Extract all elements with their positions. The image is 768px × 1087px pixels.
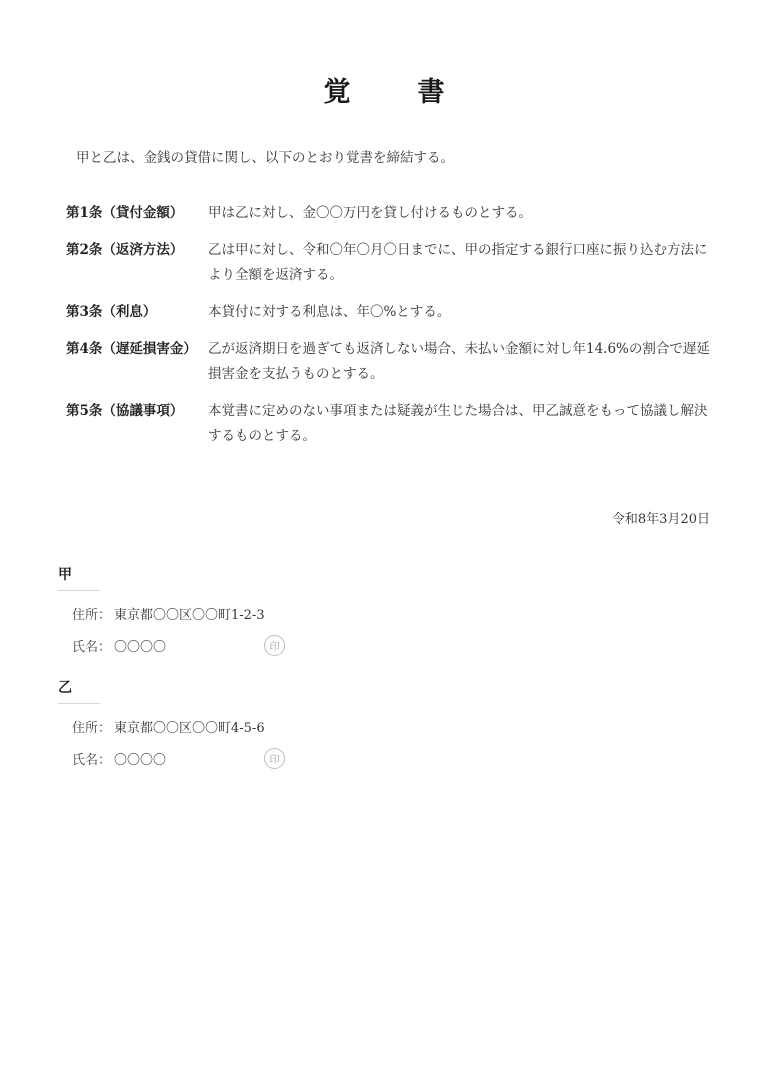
article-text: 本貸付に対する利息は、年〇%とする。 xyxy=(208,304,451,320)
article-heading: 第3条（利息） xyxy=(66,304,157,320)
article-heading: 第5条（協議事項） xyxy=(66,403,184,419)
name-key: 氏名： xyxy=(72,752,112,768)
address-value: 東京都〇〇区〇〇町1-2-3 xyxy=(114,607,265,623)
seal-stamp-icon: 印 xyxy=(264,635,285,656)
name-row xyxy=(72,742,358,774)
name-key: 氏名： xyxy=(72,639,112,655)
article-text: 乙は甲に対し、令和〇年〇月〇日までに、甲の指定する銀行口座に振り込む方法により全額を返済する。 xyxy=(208,242,708,283)
article-heading: 第4条（遅延損害金） xyxy=(66,341,197,357)
address-value: 東京都〇〇区〇〇町4-5-6 xyxy=(114,720,265,736)
article-list xyxy=(66,201,716,461)
address-row xyxy=(72,710,358,742)
article-heading: 第1条（貸付金額） xyxy=(66,205,184,221)
article-text: 本覚書に定めのない事項または疑義が生じた場合は、甲乙誠意をもって協議し解決するものとする。 xyxy=(208,403,708,444)
party-kou-block xyxy=(58,564,358,661)
article-3 xyxy=(66,300,716,325)
address-row xyxy=(72,597,358,629)
intro-paragraph: 甲と乙は、金銭の貸借に関し、以下のとおり覚書を締結する。 xyxy=(76,150,454,166)
address-key: 住所： xyxy=(72,607,112,623)
article-4 xyxy=(66,337,716,387)
article-text: 乙が返済期日を過ぎても返済しない場合、未払い金額に対し年14.6%の割合で遅延損害金を支払うものとする。 xyxy=(208,341,710,382)
signing-date: 令和8年3月20日 xyxy=(611,512,710,527)
seal-stamp-icon: 印 xyxy=(264,748,285,769)
article-2 xyxy=(66,238,716,288)
article-5 xyxy=(66,399,716,449)
article-1 xyxy=(66,201,716,226)
name-value: 〇〇〇〇 xyxy=(114,639,167,655)
name-row xyxy=(72,629,358,661)
name-value: 〇〇〇〇 xyxy=(114,752,167,768)
party-otsu-block xyxy=(58,677,358,774)
document-title: 覚 書 xyxy=(323,77,465,108)
party-label: 甲 xyxy=(58,564,100,591)
party-label: 乙 xyxy=(58,677,100,704)
article-heading: 第2条（返済方法） xyxy=(66,242,184,258)
article-text: 甲は乙に対し、金〇〇万円を貸し付けるものとする。 xyxy=(208,205,532,221)
address-key: 住所： xyxy=(72,720,112,736)
